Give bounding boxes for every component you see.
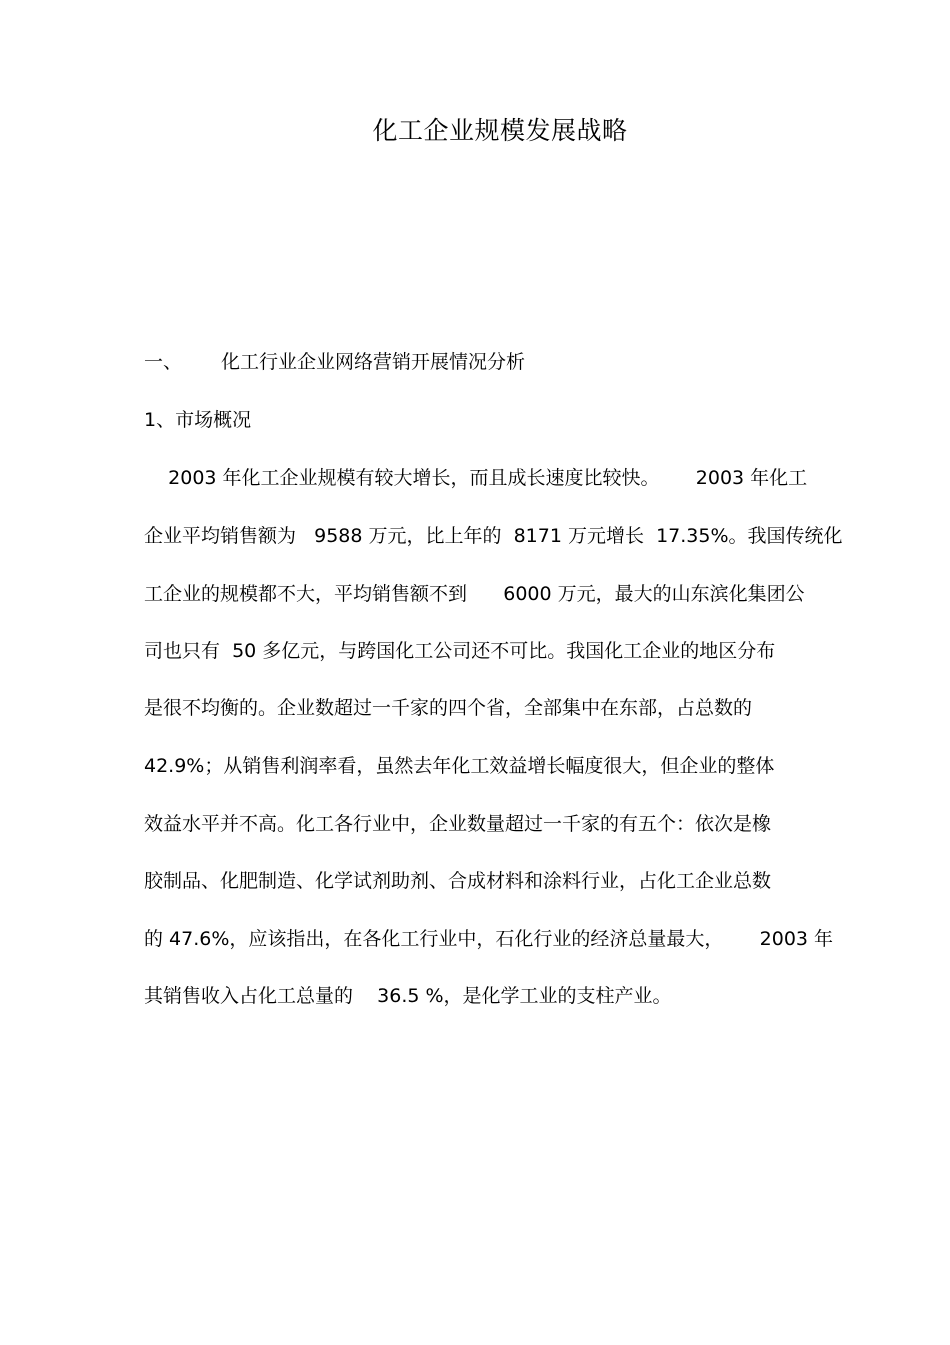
paragraph-line: 是很不均衡的。企业数超过一千家的四个省，全部集中在东部，占总数的 xyxy=(144,697,753,719)
paragraph-line: 的 47.6%，应该指出，在各化工行业中，石化行业的经济总量最大， 2003 年 xyxy=(144,928,834,950)
paragraph-line: 司也只有 50 多亿元，与跨国化工公司还不可比。我国化工企业的地区分布 xyxy=(144,640,776,662)
section-heading xyxy=(144,348,525,376)
paragraph-line: 企业平均销售额为 9588 万元，比上年的 8171 万元增长 17.35%。我国传统化 xyxy=(144,525,843,547)
paragraph-line: 42.9%；从销售利润率看，虽然去年化工效益增长幅度很大，但企业的整体 xyxy=(144,755,775,777)
subsection-heading: 1、市场概况 xyxy=(144,409,252,431)
paragraph-line: 其销售收入占化工总量的 36.5 %，是化学工业的支柱产业。 xyxy=(144,985,672,1007)
paragraph-line: 胶制品、化肥制造、化学试剂助剂、合成材料和涂料行业，占化工企业总数 xyxy=(144,870,772,892)
section-heading-text: 化工行业企业网络营销开展情况分析 xyxy=(221,351,526,373)
paragraph-line: 工企业的规模都不大，平均销售额不到 6000 万元，最大的山东滨化集团公 xyxy=(144,583,805,605)
section-number: 一、 xyxy=(144,351,183,373)
document-title: 化工企业规模发展战略 xyxy=(372,116,628,145)
paragraph-line: 效益水平并不高。化工各行业中，企业数量超过一千家的有五个：依次是橡 xyxy=(144,813,772,835)
paragraph-line: 2003 年化工企业规模有较大增长，而且成长速度比较快。 2003 年化工 xyxy=(144,467,808,489)
